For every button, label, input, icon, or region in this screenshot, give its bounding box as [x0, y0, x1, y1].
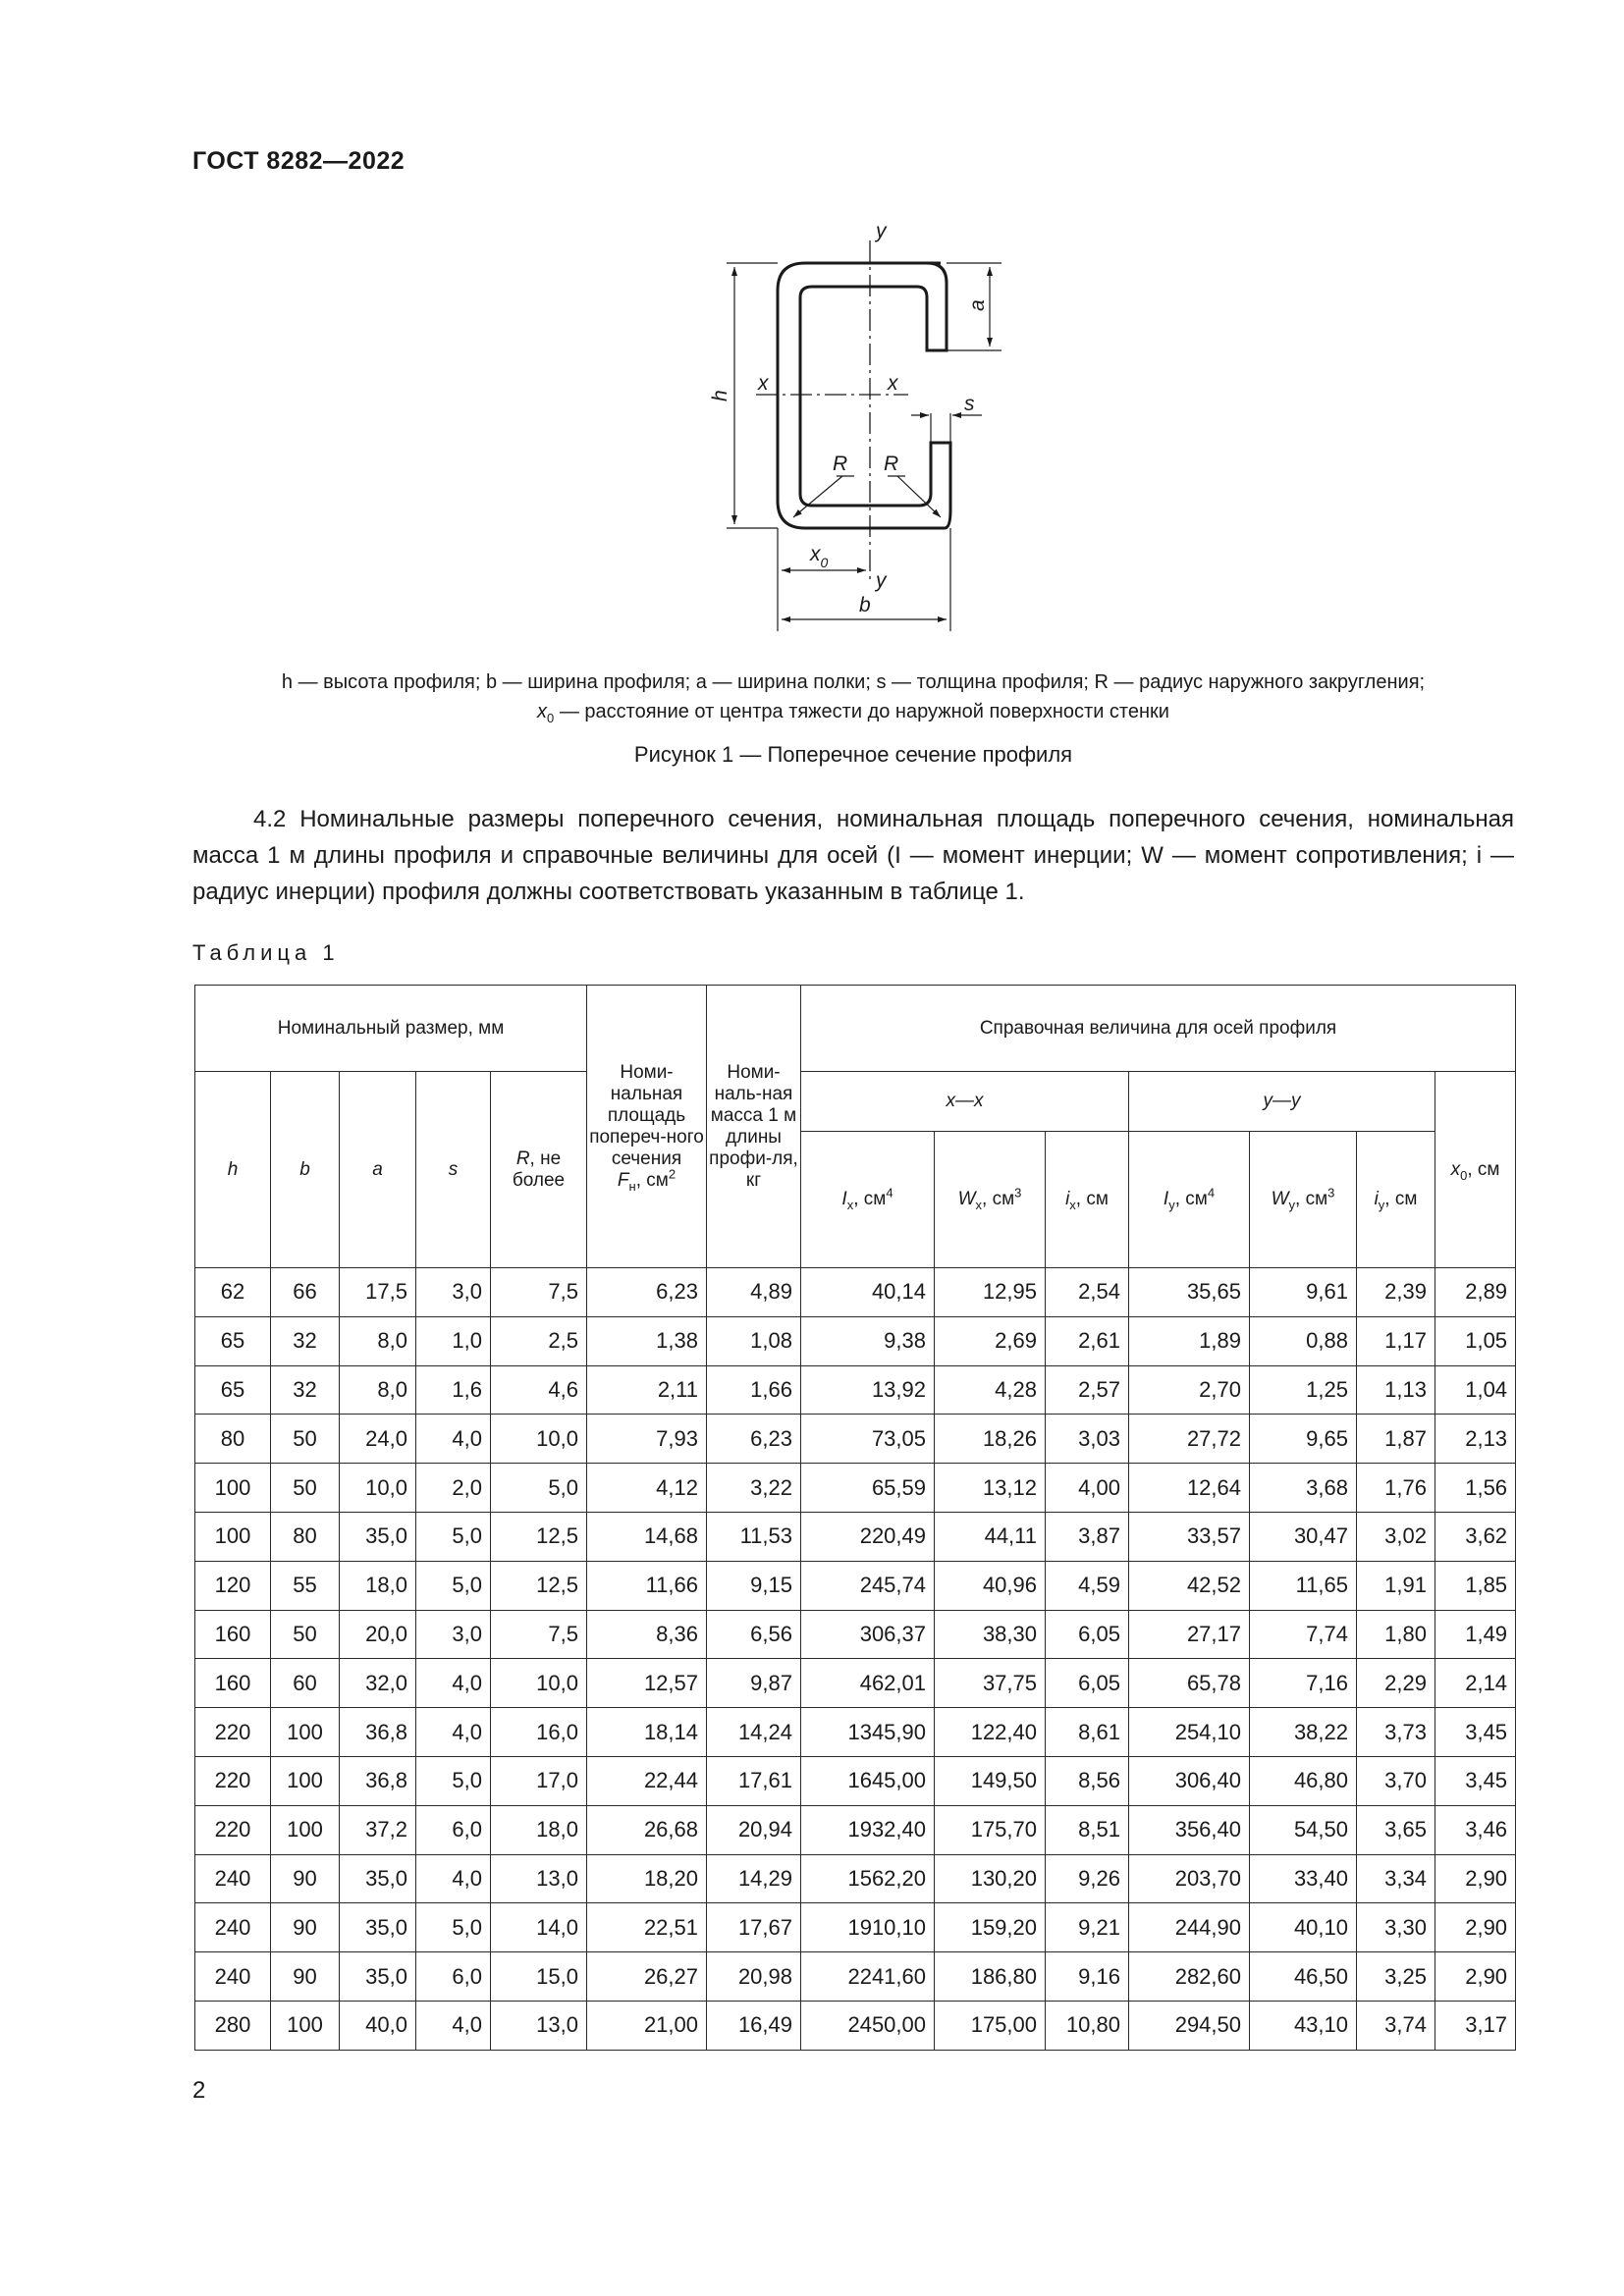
- table-cell: 100: [195, 1512, 271, 1561]
- table-cell: 14,29: [707, 1854, 801, 1903]
- table-cell: 100: [271, 1708, 340, 1757]
- table-cell: 1,0: [416, 1316, 491, 1365]
- table-cell: 7,93: [587, 1415, 707, 1464]
- table-cell: 6,56: [707, 1610, 801, 1659]
- table-cell: 1,05: [1435, 1316, 1516, 1365]
- table-cell: 8,61: [1046, 1708, 1129, 1757]
- table-cell: 2,57: [1046, 1365, 1129, 1415]
- table-row: [195, 1610, 1516, 1659]
- table-cell: 1,66: [707, 1365, 801, 1415]
- table-cell: 220: [195, 1708, 271, 1757]
- figure-legend: [192, 667, 1514, 726]
- table-cell: 240: [195, 1854, 271, 1903]
- table-cell: 4,0: [416, 1659, 491, 1708]
- table-cell: 42,52: [1129, 1561, 1250, 1610]
- table-cell: 240: [195, 1903, 271, 1952]
- table-cell: 46,50: [1250, 1952, 1357, 2002]
- table-row: [195, 1659, 1516, 1708]
- table-cell: 35,0: [340, 1903, 416, 1952]
- table-cell: 3,45: [1435, 1708, 1516, 1757]
- table-cell: 14,24: [707, 1708, 801, 1757]
- table-cell: 18,26: [935, 1415, 1046, 1464]
- table-cell: 3,0: [416, 1610, 491, 1659]
- table-cell: 2,13: [1435, 1415, 1516, 1464]
- table-cell: 3,03: [1046, 1415, 1129, 1464]
- y-bottom-label: y: [876, 569, 887, 592]
- table-cell: 1645,00: [801, 1756, 935, 1805]
- profile-dimensions-table: [194, 985, 1516, 2051]
- table-cell: 43,10: [1250, 2001, 1357, 2050]
- table-cell: 2450,00: [801, 2001, 935, 2050]
- table-cell: 5,0: [416, 1561, 491, 1610]
- table-cell: 3,30: [1357, 1903, 1435, 1952]
- r-right-label: R: [884, 453, 899, 475]
- table-cell: 3,0: [416, 1268, 491, 1317]
- table-cell: 100: [195, 1464, 271, 1513]
- table-cell: 8,0: [340, 1365, 416, 1415]
- table-cell: 3,02: [1357, 1512, 1435, 1561]
- table-cell: 5,0: [491, 1464, 587, 1513]
- table-cell: 4,0: [416, 1854, 491, 1903]
- table-cell: 2,61: [1046, 1316, 1129, 1365]
- table-row: [195, 1464, 1516, 1513]
- table-row: [195, 1415, 1516, 1464]
- header-r: R, не более: [491, 1072, 587, 1268]
- table-cell: 35,0: [340, 1512, 416, 1561]
- table-cell: 21,00: [587, 2001, 707, 2050]
- table-cell: 100: [271, 1805, 340, 1854]
- table-cell: 12,5: [491, 1561, 587, 1610]
- table-cell: 11,65: [1250, 1561, 1357, 1610]
- table-cell: 7,74: [1250, 1610, 1357, 1659]
- table-cell: 2,90: [1435, 1854, 1516, 1903]
- header-axis-yy: y—y: [1129, 1072, 1435, 1132]
- header-iy-radius: $i_y$, см: [1357, 1132, 1435, 1268]
- header-ix-radius: $i_x$, см: [1046, 1132, 1129, 1268]
- table-cell: 10,80: [1046, 2001, 1129, 2050]
- table-cell: 1,56: [1435, 1464, 1516, 1513]
- table-cell: 122,40: [935, 1708, 1046, 1757]
- table-cell: 1,08: [707, 1316, 801, 1365]
- table-cell: 1932,40: [801, 1805, 935, 1854]
- table-cell: 12,57: [587, 1659, 707, 1708]
- table-cell: 2,69: [935, 1316, 1046, 1365]
- table-cell: 66: [271, 1268, 340, 1317]
- table-cell: 462,01: [801, 1659, 935, 1708]
- table-row: [195, 1316, 1516, 1365]
- table-cell: 244,90: [1129, 1903, 1250, 1952]
- table-cell: 2,54: [1046, 1268, 1129, 1317]
- table-cell: 9,26: [1046, 1854, 1129, 1903]
- header-x0: $x_0$, см: [1435, 1072, 1516, 1268]
- table-cell: 2,0: [416, 1464, 491, 1513]
- table-cell: 130,20: [935, 1854, 1046, 1903]
- table-cell: 16,0: [491, 1708, 587, 1757]
- r-right-leader: [897, 476, 941, 517]
- x-right-label: x: [888, 372, 898, 395]
- table-cell: 50: [271, 1610, 340, 1659]
- table-cell: 14,0: [491, 1903, 587, 1952]
- table-row: [195, 1365, 1516, 1415]
- x0-label: $x_0$: [810, 543, 829, 570]
- header-wx: $W_x$, $см^3$: [935, 1132, 1046, 1268]
- table-cell: 220: [195, 1756, 271, 1805]
- table-cell: 4,00: [1046, 1464, 1129, 1513]
- table-cell: 33,57: [1129, 1512, 1250, 1561]
- table-cell: 2,70: [1129, 1365, 1250, 1415]
- table-cell: 13,92: [801, 1365, 935, 1415]
- table-cell: 65,78: [1129, 1659, 1250, 1708]
- header-h: h: [195, 1072, 271, 1268]
- table-cell: 160: [195, 1610, 271, 1659]
- table-cell: 12,64: [1129, 1464, 1250, 1513]
- table-cell: 280: [195, 2001, 271, 2050]
- table-cell: 65,59: [801, 1464, 935, 1513]
- table-cell: 100: [271, 2001, 340, 2050]
- table-cell: 38,22: [1250, 1708, 1357, 1757]
- table-cell: 1910,10: [801, 1903, 935, 1952]
- table-cell: 24,0: [340, 1415, 416, 1464]
- table-cell: 73,05: [801, 1415, 935, 1464]
- table-cell: 65: [195, 1316, 271, 1365]
- table-cell: 60: [271, 1659, 340, 1708]
- table-cell: 7,5: [491, 1268, 587, 1317]
- table-cell: 80: [195, 1415, 271, 1464]
- legend-line-1: h — высота профиля; b — ширина профиля; a — ширина полки; s — толщина профиля; R — радиус наружного закругления;: [281, 671, 1426, 693]
- header-iy-moment: $I_y$, $см^4$: [1129, 1132, 1250, 1268]
- table-cell: 4,0: [416, 1708, 491, 1757]
- table-cell: 5,0: [416, 1756, 491, 1805]
- table-cell: 8,0: [340, 1316, 416, 1365]
- profile-outline: [778, 263, 950, 528]
- a-label: a: [966, 299, 989, 311]
- table-cell: 9,38: [801, 1316, 935, 1365]
- header-nominal-size: Номинальный размер, мм: [195, 986, 587, 1072]
- table-cell: 220,49: [801, 1512, 935, 1561]
- table-cell: 5,0: [416, 1903, 491, 1952]
- table-cell: 62: [195, 1268, 271, 1317]
- table-cell: 282,60: [1129, 1952, 1250, 2002]
- table-cell: 50: [271, 1464, 340, 1513]
- table-cell: 35,65: [1129, 1268, 1250, 1317]
- table-cell: 33,40: [1250, 1854, 1357, 1903]
- document-header: ГОСТ 8282—2022: [192, 147, 406, 175]
- table-row: [195, 1854, 1516, 1903]
- header-mass: Номи-наль-ная масса 1 м длины профи-ля, кг: [707, 986, 801, 1268]
- table-cell: 3,73: [1357, 1708, 1435, 1757]
- table-cell: 2,11: [587, 1365, 707, 1415]
- table-cell: 306,37: [801, 1610, 935, 1659]
- table-cell: 17,61: [707, 1756, 801, 1805]
- b-label: b: [859, 594, 871, 616]
- table-cell: 90: [271, 1854, 340, 1903]
- table-row: [195, 1903, 1516, 1952]
- table-cell: 11,53: [707, 1512, 801, 1561]
- table-body: [195, 1268, 1516, 2051]
- table-cell: 2,14: [1435, 1659, 1516, 1708]
- table-cell: 26,68: [587, 1805, 707, 1854]
- table-cell: 44,11: [935, 1512, 1046, 1561]
- y-top-label: y: [876, 221, 887, 242]
- table-cell: 65: [195, 1365, 271, 1415]
- profile-cross-section-figure: [687, 221, 1001, 643]
- table-cell: 4,0: [416, 1415, 491, 1464]
- table-cell: 356,40: [1129, 1805, 1250, 1854]
- table-cell: 9,65: [1250, 1415, 1357, 1464]
- table-cell: 245,74: [801, 1561, 935, 1610]
- table-cell: 4,0: [416, 2001, 491, 2050]
- table-cell: 2,5: [491, 1316, 587, 1365]
- table-cell: 4,89: [707, 1268, 801, 1317]
- table-cell: 3,22: [707, 1464, 801, 1513]
- table-cell: 17,5: [340, 1268, 416, 1317]
- table-label: Таблица 1: [192, 940, 340, 965]
- table-cell: 4,59: [1046, 1561, 1129, 1610]
- profile-drawing: [687, 221, 1001, 643]
- table-cell: 175,00: [935, 2001, 1046, 2050]
- table-cell: 36,8: [340, 1708, 416, 1757]
- table-cell: 40,0: [340, 2001, 416, 2050]
- table-cell: 2,39: [1357, 1268, 1435, 1317]
- table-cell: 4,6: [491, 1365, 587, 1415]
- table-cell: 22,44: [587, 1756, 707, 1805]
- header-area: Номи-нальная площадь попереч-ного сечения $F_н$, $см^2$: [587, 986, 707, 1268]
- table-cell: 3,87: [1046, 1512, 1129, 1561]
- table-cell: 1562,20: [801, 1854, 935, 1903]
- table-cell: 254,10: [1129, 1708, 1250, 1757]
- table-cell: 1,80: [1357, 1610, 1435, 1659]
- table-row: [195, 1708, 1516, 1757]
- table-cell: 9,21: [1046, 1903, 1129, 1952]
- table-cell: 32: [271, 1365, 340, 1415]
- table-cell: 3,17: [1435, 2001, 1516, 2050]
- header-reference: Справочная величина для осей профиля: [801, 986, 1516, 1072]
- table-cell: 32,0: [340, 1659, 416, 1708]
- table-cell: 10,0: [340, 1464, 416, 1513]
- table-cell: 36,8: [340, 1756, 416, 1805]
- table-cell: 9,15: [707, 1561, 801, 1610]
- table-cell: 9,16: [1046, 1952, 1129, 2002]
- table-cell: 8,56: [1046, 1756, 1129, 1805]
- table-cell: 18,20: [587, 1854, 707, 1903]
- table-cell: 26,27: [587, 1952, 707, 2002]
- table-cell: 1,49: [1435, 1610, 1516, 1659]
- table-cell: 40,14: [801, 1268, 935, 1317]
- table-cell: 100: [271, 1756, 340, 1805]
- table-cell: 30,47: [1250, 1512, 1357, 1561]
- table-cell: 4,28: [935, 1365, 1046, 1415]
- table-cell: 22,51: [587, 1903, 707, 1952]
- paragraph-text: 4.2 Номинальные размеры поперечного сечения, номинальная площадь поперечного сечения, номинальная масса 1 м длины профиля и справочные величины для осей (I — момент инерции; W — момент сопротивления; i — радиус инерции) профиля должны соответствовать указанным в таблице 1.: [192, 806, 1514, 905]
- table-row: [195, 1756, 1516, 1805]
- table-cell: 1,13: [1357, 1365, 1435, 1415]
- r-left-label: R: [833, 453, 848, 475]
- table-cell: 13,0: [491, 2001, 587, 2050]
- header-axis-xx: x—x: [801, 1072, 1129, 1132]
- table-cell: 6,05: [1046, 1659, 1129, 1708]
- table-cell: 149,50: [935, 1756, 1046, 1805]
- table-cell: 2,29: [1357, 1659, 1435, 1708]
- table-cell: 14,68: [587, 1512, 707, 1561]
- header-s: s: [416, 1072, 491, 1268]
- table-cell: 203,70: [1129, 1854, 1250, 1903]
- table-cell: 1,6: [416, 1365, 491, 1415]
- table-cell: 120: [195, 1561, 271, 1610]
- table-cell: 1,89: [1129, 1316, 1250, 1365]
- table-cell: 80: [271, 1512, 340, 1561]
- table-cell: 13,12: [935, 1464, 1046, 1513]
- table-cell: 1345,90: [801, 1708, 935, 1757]
- table-cell: 240: [195, 1952, 271, 2002]
- table-cell: 17,67: [707, 1903, 801, 1952]
- figure-caption: Рисунок 1 — Поперечное сечение профиля: [633, 742, 1073, 767]
- table-cell: 1,17: [1357, 1316, 1435, 1365]
- table-cell: 6,0: [416, 1952, 491, 2002]
- table-cell: 5,0: [416, 1512, 491, 1561]
- table-cell: 186,80: [935, 1952, 1046, 2002]
- table-cell: 2241,60: [801, 1952, 935, 2002]
- table-cell: 27,17: [1129, 1610, 1250, 1659]
- table-cell: 54,50: [1250, 1805, 1357, 1854]
- table-cell: 6,0: [416, 1805, 491, 1854]
- table-cell: 10,0: [491, 1415, 587, 1464]
- table-row: [195, 1268, 1516, 1317]
- table-cell: 8,36: [587, 1610, 707, 1659]
- table-cell: 3,68: [1250, 1464, 1357, 1513]
- table-cell: 12,95: [935, 1268, 1046, 1317]
- table-cell: 6,05: [1046, 1610, 1129, 1659]
- h-label: h: [709, 390, 731, 401]
- table-cell: 40,96: [935, 1561, 1046, 1610]
- table-cell: 1,38: [587, 1316, 707, 1365]
- table-cell: 306,40: [1129, 1756, 1250, 1805]
- table-cell: 3,62: [1435, 1512, 1516, 1561]
- table-cell: 20,94: [707, 1805, 801, 1854]
- x-left-label: x: [758, 372, 769, 395]
- table-cell: 10,0: [491, 1659, 587, 1708]
- table-cell: 1,85: [1435, 1561, 1516, 1610]
- header-wy: $W_y$, $см^3$: [1250, 1132, 1357, 1268]
- table-cell: 9,87: [707, 1659, 801, 1708]
- table-cell: 11,66: [587, 1561, 707, 1610]
- table-cell: 2,90: [1435, 1952, 1516, 2002]
- table-cell: 27,72: [1129, 1415, 1250, 1464]
- table-cell: 18,0: [491, 1805, 587, 1854]
- table-cell: 16,49: [707, 2001, 801, 2050]
- table-cell: 18,0: [340, 1561, 416, 1610]
- table-cell: 8,51: [1046, 1805, 1129, 1854]
- table-cell: 3,34: [1357, 1854, 1435, 1903]
- table-cell: 7,5: [491, 1610, 587, 1659]
- table-cell: 6,23: [587, 1268, 707, 1317]
- table-cell: 13,0: [491, 1854, 587, 1903]
- table-cell: 0,88: [1250, 1316, 1357, 1365]
- table-cell: 32: [271, 1316, 340, 1365]
- table-cell: 1,87: [1357, 1415, 1435, 1464]
- table-cell: 38,30: [935, 1610, 1046, 1659]
- table-row: [195, 1952, 1516, 2002]
- table-cell: 15,0: [491, 1952, 587, 2002]
- table-cell: 1,76: [1357, 1464, 1435, 1513]
- table-cell: 175,70: [935, 1805, 1046, 1854]
- table-cell: 90: [271, 1903, 340, 1952]
- table-cell: 9,61: [1250, 1268, 1357, 1317]
- table-cell: 18,14: [587, 1708, 707, 1757]
- table-cell: 294,50: [1129, 2001, 1250, 2050]
- table-cell: 220: [195, 1805, 271, 1854]
- clause-paragraph: [192, 801, 1514, 910]
- table-cell: 6,23: [707, 1415, 801, 1464]
- table-cell: 2,89: [1435, 1268, 1516, 1317]
- table-cell: 1,04: [1435, 1365, 1516, 1415]
- s-label: s: [964, 393, 975, 415]
- table-cell: 50: [271, 1415, 340, 1464]
- table-cell: 7,16: [1250, 1659, 1357, 1708]
- table-row: [195, 1561, 1516, 1610]
- legend-line-2: $x_0$ — расстояние от центра тяжести до наружной поверхности стенки: [537, 701, 1169, 725]
- table-cell: 37,2: [340, 1805, 416, 1854]
- table-cell: 40,10: [1250, 1903, 1357, 1952]
- table-row: [195, 1805, 1516, 1854]
- table-cell: 2,90: [1435, 1903, 1516, 1952]
- table-cell: 12,5: [491, 1512, 587, 1561]
- table-cell: 3,74: [1357, 2001, 1435, 2050]
- table-cell: 3,65: [1357, 1805, 1435, 1854]
- table-cell: 35,0: [340, 1952, 416, 2002]
- table-row: [195, 2001, 1516, 2050]
- table-row: [195, 1512, 1516, 1561]
- table-cell: 4,12: [587, 1464, 707, 1513]
- table-cell: 160: [195, 1659, 271, 1708]
- table-cell: 17,0: [491, 1756, 587, 1805]
- table-cell: 35,0: [340, 1854, 416, 1903]
- table-cell: 1,25: [1250, 1365, 1357, 1415]
- table-cell: 55: [271, 1561, 340, 1610]
- table-cell: 3,25: [1357, 1952, 1435, 2002]
- header-a: a: [340, 1072, 416, 1268]
- header-ix-moment: $I_x$, $см^4$: [801, 1132, 935, 1268]
- table-cell: 90: [271, 1952, 340, 2002]
- page-number: 2: [192, 2077, 206, 2104]
- table-cell: 1,91: [1357, 1561, 1435, 1610]
- table-cell: 37,75: [935, 1659, 1046, 1708]
- table-cell: 46,80: [1250, 1756, 1357, 1805]
- header-b: b: [271, 1072, 340, 1268]
- table-cell: 20,0: [340, 1610, 416, 1659]
- table-cell: 20,98: [707, 1952, 801, 2002]
- table-cell: 3,45: [1435, 1756, 1516, 1805]
- table-cell: 3,70: [1357, 1756, 1435, 1805]
- table-cell: 3,46: [1435, 1805, 1516, 1854]
- table-cell: 159,20: [935, 1903, 1046, 1952]
